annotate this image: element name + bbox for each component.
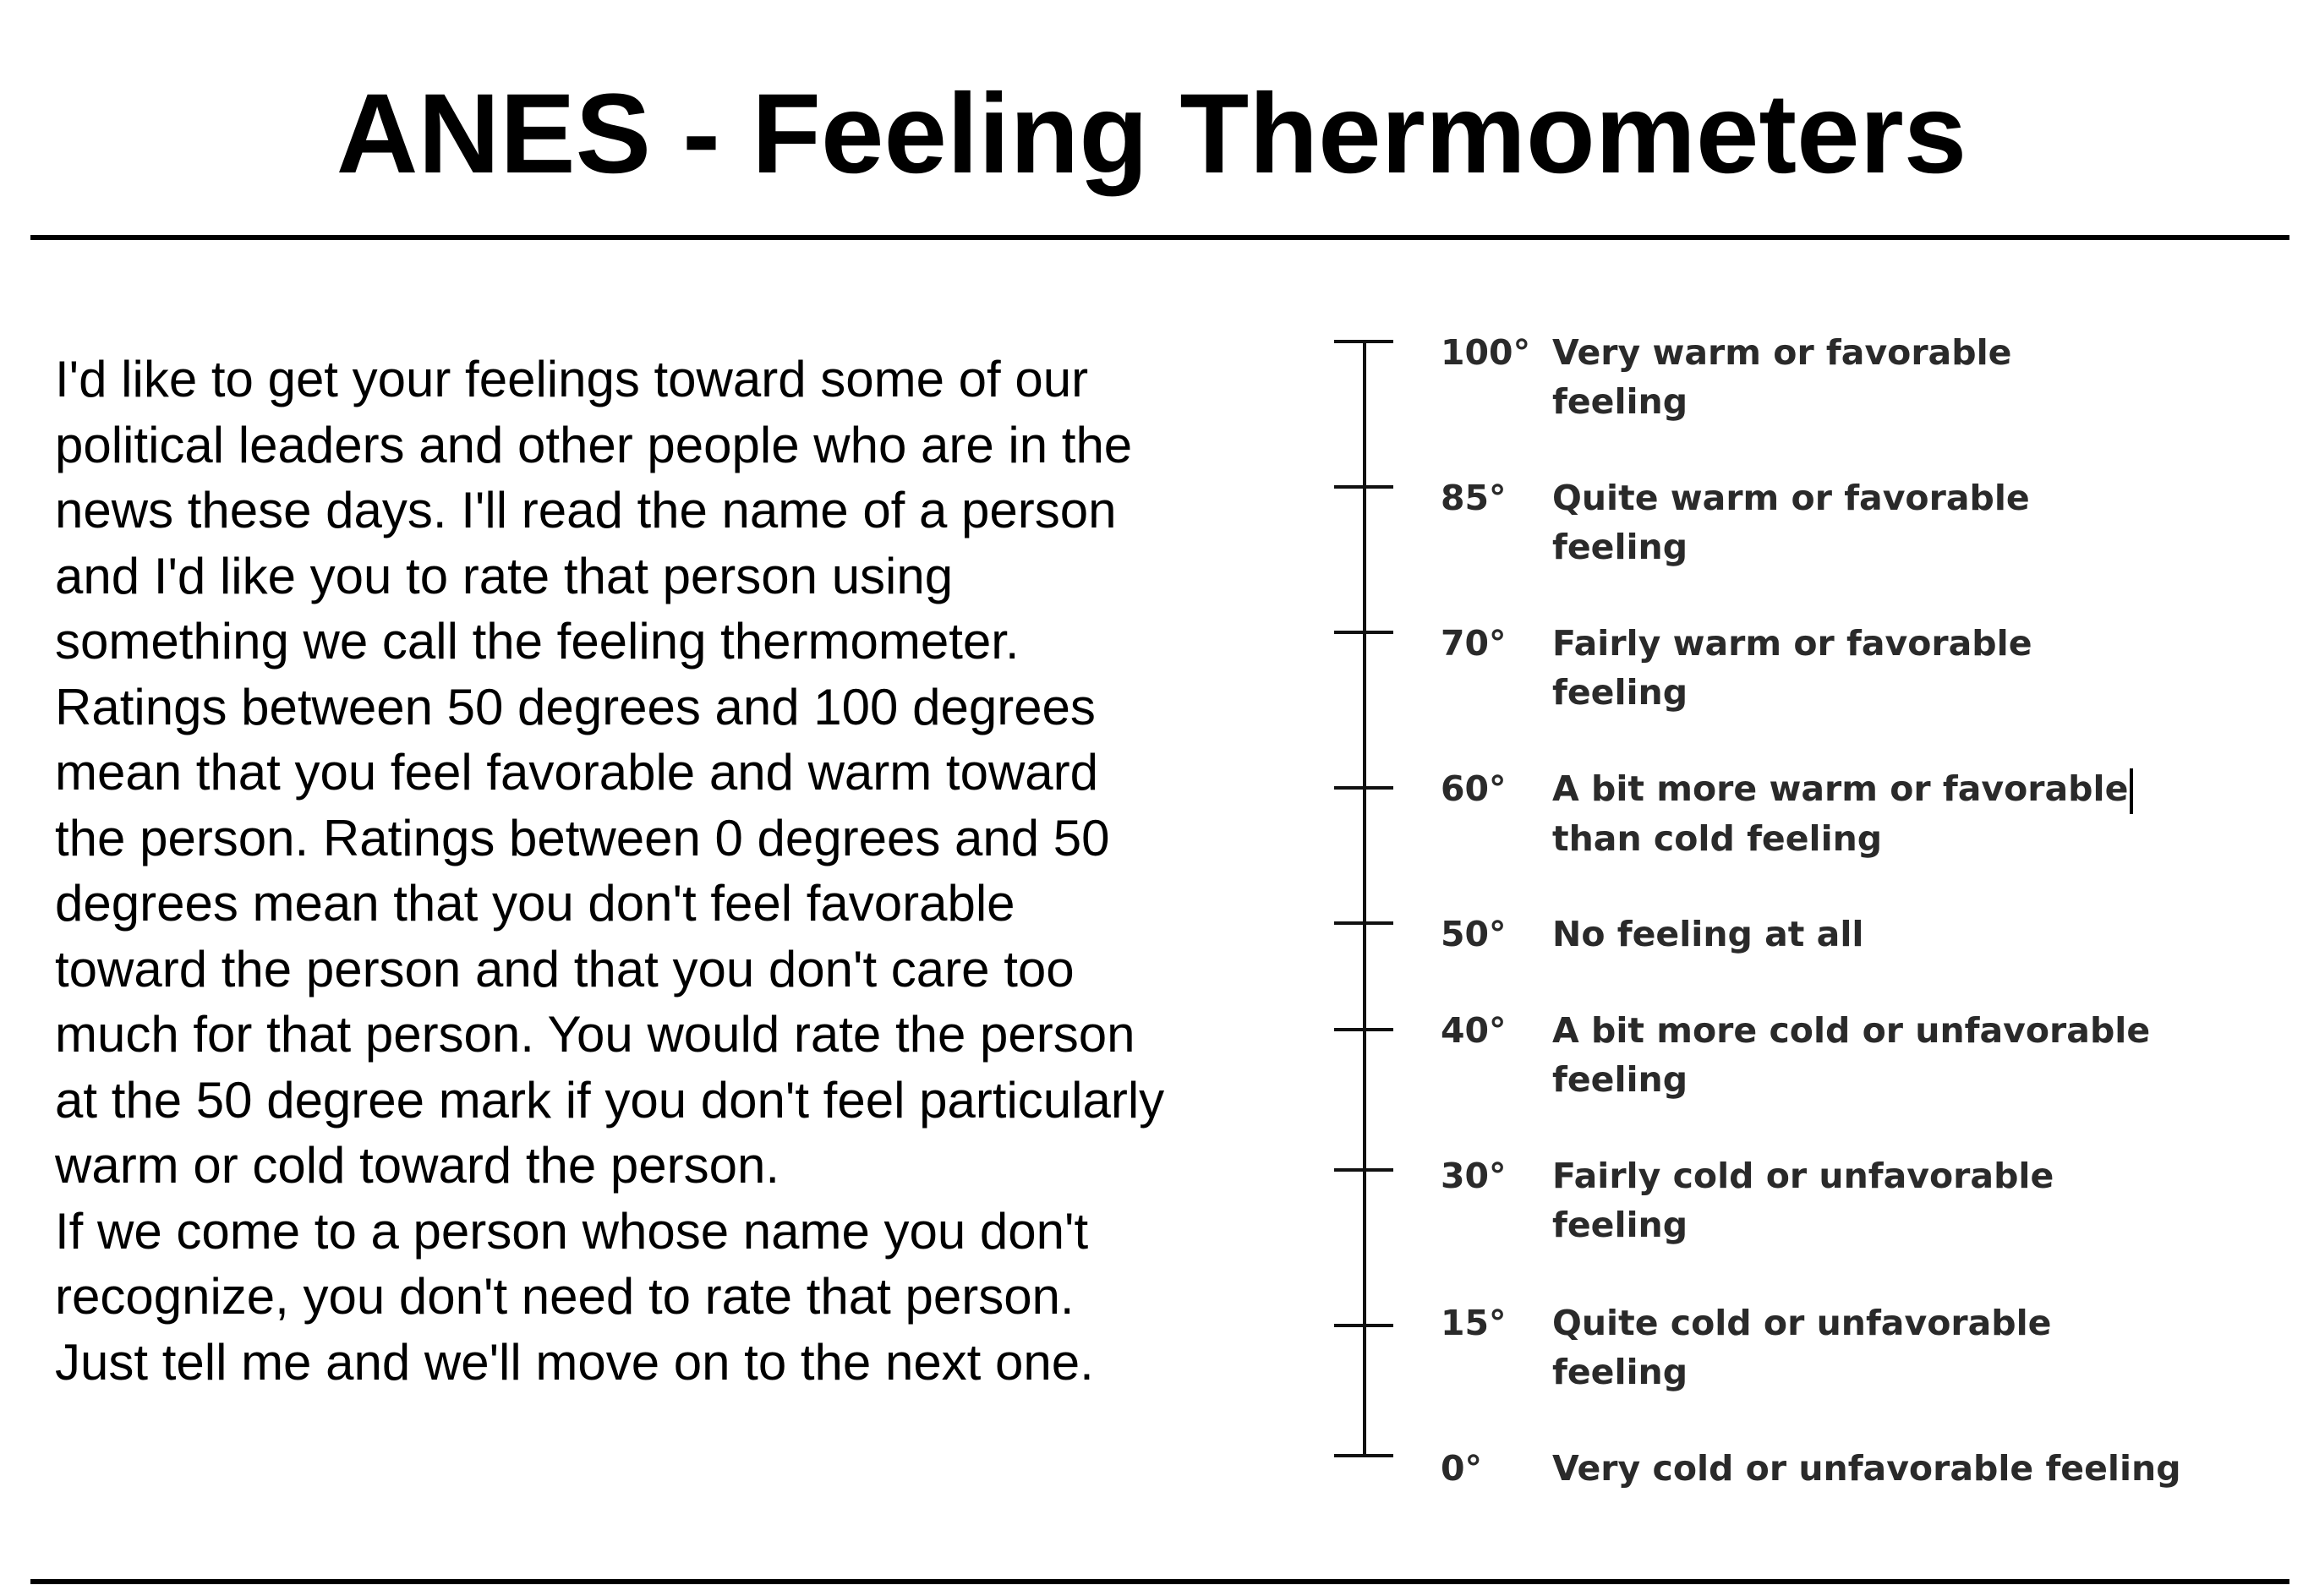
text-cursor xyxy=(2130,768,2133,814)
paragraph-line: news these days. I'll read the name of a person xyxy=(55,482,1117,538)
paragraph-line: mean that you feel favorable and warm toward xyxy=(55,744,1099,801)
tick-degree-60: 60° xyxy=(1441,768,1507,809)
paragraph-line: Just tell me and we'll move on to the next one. xyxy=(55,1333,1094,1391)
paragraph-line: recognize, you don't need to rate that person. xyxy=(55,1268,1075,1325)
paragraph-line: Ratings between 50 degrees and 100 degrees xyxy=(55,678,1096,735)
paragraph-line: warm or cold toward the person. xyxy=(55,1137,780,1194)
thermometer-axis xyxy=(1363,340,1366,1454)
tick-mark-15 xyxy=(1334,1324,1393,1327)
instructions-paragraph xyxy=(55,347,1298,1395)
tick-mark-70 xyxy=(1334,631,1393,634)
slide-title: ANES - Feeling Thermometers xyxy=(336,71,1967,197)
tick-degree-0: 0° xyxy=(1441,1448,1483,1489)
tick-degree-40: 40° xyxy=(1441,1010,1507,1051)
tick-mark-40 xyxy=(1334,1028,1393,1031)
tick-description-60: A bit more warm or favorable than cold feeling xyxy=(1552,764,2133,863)
tick-mark-50 xyxy=(1334,921,1393,925)
bottom-divider xyxy=(30,1579,2289,1584)
tick-description-70: Fairly warm or favorable feeling xyxy=(1552,623,2032,713)
tick-mark-0 xyxy=(1334,1454,1393,1457)
tick-description-100: Very warm or favorable feeling xyxy=(1552,332,2012,422)
tick-description-0: Very cold or unfavorable feeling xyxy=(1552,1448,2181,1489)
paragraph-line: and I'd like you to rate that person using xyxy=(55,547,954,604)
tick-degree-50: 50° xyxy=(1441,914,1507,954)
paragraph-line: degrees mean that you don't feel favorable xyxy=(55,875,1015,932)
tick-degree-70: 70° xyxy=(1441,623,1507,664)
paragraph-line: toward the person and that you don't care too xyxy=(55,940,1075,998)
tick-mark-30 xyxy=(1334,1168,1393,1172)
tick-description-15: Quite cold or unfavorable feeling xyxy=(1552,1303,2052,1392)
tick-degree-15: 15° xyxy=(1441,1303,1507,1343)
paragraph-line: much for that person. You would rate the person xyxy=(55,1006,1135,1063)
tick-description-85: Quite warm or favorable feeling xyxy=(1552,478,2030,567)
feeling-thermometer-scale xyxy=(1319,321,2291,1505)
paragraph-line: something we call the feeling thermometer. xyxy=(55,613,1020,670)
tick-mark-60 xyxy=(1334,786,1393,790)
tick-mark-85 xyxy=(1334,485,1393,489)
top-divider xyxy=(30,235,2289,240)
tick-degree-30: 30° xyxy=(1441,1156,1507,1196)
paragraph-line: If we come to a person whose name you don't xyxy=(55,1202,1089,1260)
tick-degree-100: 100° xyxy=(1441,332,1531,373)
tick-description-40: A bit more cold or unfavorable feeling xyxy=(1552,1010,2151,1100)
tick-mark-100 xyxy=(1334,340,1393,343)
tick-degree-85: 85° xyxy=(1441,478,1507,518)
tick-description-30: Fairly cold or unfavorable feeling xyxy=(1552,1156,2054,1245)
paragraph-line: the person. Ratings between 0 degrees and 50 xyxy=(55,809,1110,866)
paragraph-line: at the 50 degree mark if you don't feel particularly xyxy=(55,1071,1165,1129)
paragraph-line: I'd like to get your feelings toward some of our xyxy=(55,351,1089,407)
tick-description-50: No feeling at all xyxy=(1552,914,1864,954)
paragraph-line: political leaders and other people who are in the xyxy=(55,416,1133,473)
